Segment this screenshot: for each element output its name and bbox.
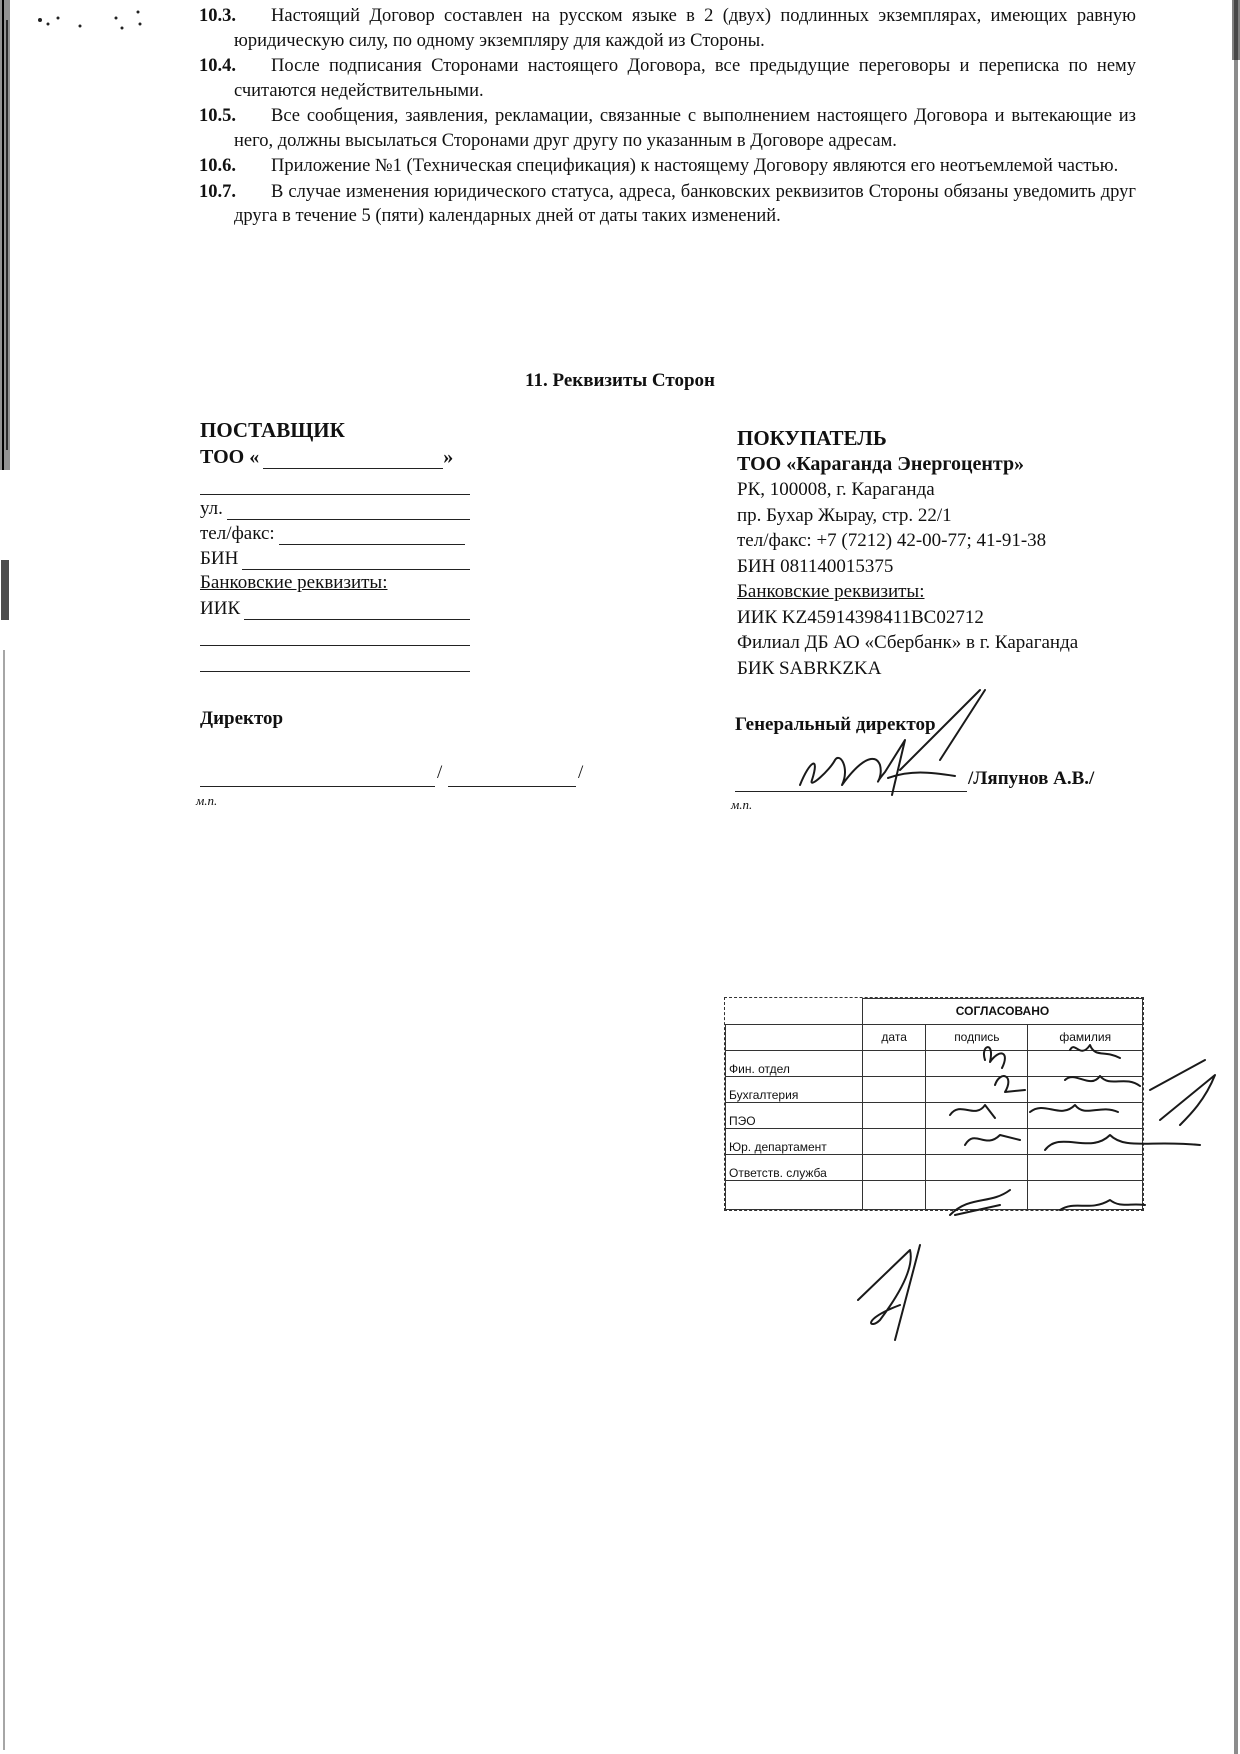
approval-dept: Ответств. служба: [726, 1154, 863, 1180]
supplier-bank-label: Банковские реквизиты:: [200, 572, 388, 593]
iik-blank: [244, 601, 470, 620]
clause-text: Все сообщения, заявления, рекламации, связанные с выполнением настоящего Договора и вытекающие из него, должны высылаться Сторонами друг другу по указанным в Договоре адресам.: [234, 106, 1136, 151]
approval-dept: Юр. департамент: [726, 1128, 863, 1154]
supplier-signer-title: Директор: [200, 708, 284, 729]
clause-10-4: [199, 54, 1136, 103]
supplier-street-field: [200, 495, 470, 520]
scan-edge-artifact: [1232, 0, 1240, 1754]
clause-number: 10.3.: [199, 6, 236, 26]
buyer-bank-label: Банковские реквизиты:: [737, 581, 925, 602]
section-title: 11. Реквизиты Сторон: [525, 370, 715, 391]
iik-label: ИИК: [200, 598, 241, 619]
buyer-org: ТОО «Караганда Энергоцентр»: [737, 453, 1025, 475]
scan-edge-artifact: [0, 0, 10, 1754]
clause-10-3: [199, 4, 1136, 53]
clause-text: В случае изменения юридического статуса, адреса, банковских реквизитов Стороны обязаны уведомить друг друга в течение 5 (пяти) календарных дней от даты таких изменений.: [234, 181, 1136, 226]
org-suffix: »: [443, 446, 454, 468]
clause-number: 10.6.: [199, 156, 236, 176]
supplier-bin-field: [200, 545, 470, 570]
clause-10-7: [199, 180, 1136, 229]
supplier-name-line: [448, 785, 576, 787]
phone-label: тел/факс:: [200, 523, 275, 544]
buyer-bank: Филиал ДБ АО «Сбербанк» в г. Караганда: [737, 632, 1079, 653]
supplier-phone-field: [200, 520, 465, 545]
approval-row: [726, 1102, 1143, 1128]
supplier-stamp-place: м.п.: [196, 793, 218, 808]
clause-number: 10.4.: [199, 56, 236, 76]
approval-row: [726, 1154, 1143, 1180]
approval-dept: Бухгалтерия: [726, 1076, 863, 1102]
approval-title: СОГЛАСОВАНО: [863, 999, 1143, 1025]
street-blank: [227, 501, 470, 520]
clause-10-6: [199, 154, 1136, 179]
clause-number: 10.7.: [199, 181, 236, 202]
column-surname: фамилия: [1028, 1024, 1143, 1050]
slash: /: [578, 762, 584, 783]
buyer-signer-name: /Ляпунов А.В./: [968, 768, 1095, 789]
blank-line: [200, 620, 470, 646]
column-date: дата: [863, 1024, 926, 1050]
supplier-org-field: [200, 444, 500, 469]
contract-clauses: [199, 4, 1136, 230]
bin-blank: [242, 551, 470, 570]
buyer-stamp-place: м.п.: [731, 797, 753, 812]
buyer-phone: тел/факс: +7 (7212) 42-00-77; 41-91-38: [737, 530, 1047, 551]
buyer-address-street: пр. Бухар Жырау, стр. 22/1: [737, 504, 952, 526]
buyer-iik: ИИК KZ45914398411BC02712: [737, 606, 984, 628]
bin-label: БИН: [200, 548, 239, 569]
clause-number: 10.5.: [199, 106, 236, 126]
buyer-address-city: РК, 100008, г. Караганда: [737, 479, 935, 500]
buyer-signature-line: [735, 790, 967, 792]
phone-blank: [279, 526, 465, 545]
approval-row: [726, 1128, 1143, 1154]
approval-row: [726, 1050, 1143, 1076]
approval-table: [725, 998, 1143, 1210]
approval-row: [726, 1076, 1143, 1102]
buyer-block: [737, 425, 1197, 681]
approval-dept: ПЭО: [726, 1102, 863, 1128]
supplier-block: [200, 417, 500, 672]
column-signature: подпись: [926, 1024, 1028, 1050]
blank-line: [200, 469, 470, 495]
buyer-signer-title: Генеральный директор: [735, 714, 936, 735]
supplier-iik-field: [200, 595, 470, 620]
approval-dept: Фин. отдел: [726, 1050, 863, 1076]
org-prefix: ТОО «: [200, 446, 260, 468]
scan-specks: [30, 6, 150, 46]
buyer-title: ПОКУПАТЕЛЬ: [737, 426, 887, 450]
approval-stamp: [724, 997, 1144, 1211]
clause-text: Приложение №1 (Техническая спецификация) к настоящему Договору являются его неотъемлемой частью.: [271, 156, 1119, 176]
supplier-title: ПОСТАВЩИК: [200, 418, 345, 442]
buyer-bik: БИК SABRKZKA: [737, 657, 882, 679]
clause-10-5: [199, 104, 1136, 153]
street-label: ул.: [200, 498, 223, 519]
slash: /: [437, 762, 443, 783]
clause-text: После подписания Сторонами настоящего Договора, все предыдущие переговоры и переписка по нему считаются недействительными.: [234, 56, 1136, 101]
buyer-bin: БИН 081140015375: [737, 555, 894, 577]
clause-text: Настоящий Договор составлен на русском языке в 2 (двух) подлинных экземплярах, имеющих равную юридическую силу, по одному экземпляру для каждой из Стороны.: [234, 6, 1136, 51]
approval-row: [726, 1180, 1143, 1209]
org-name-blank: [263, 450, 443, 469]
blank-line: [200, 646, 470, 672]
supplier-signature-line: [200, 785, 435, 787]
